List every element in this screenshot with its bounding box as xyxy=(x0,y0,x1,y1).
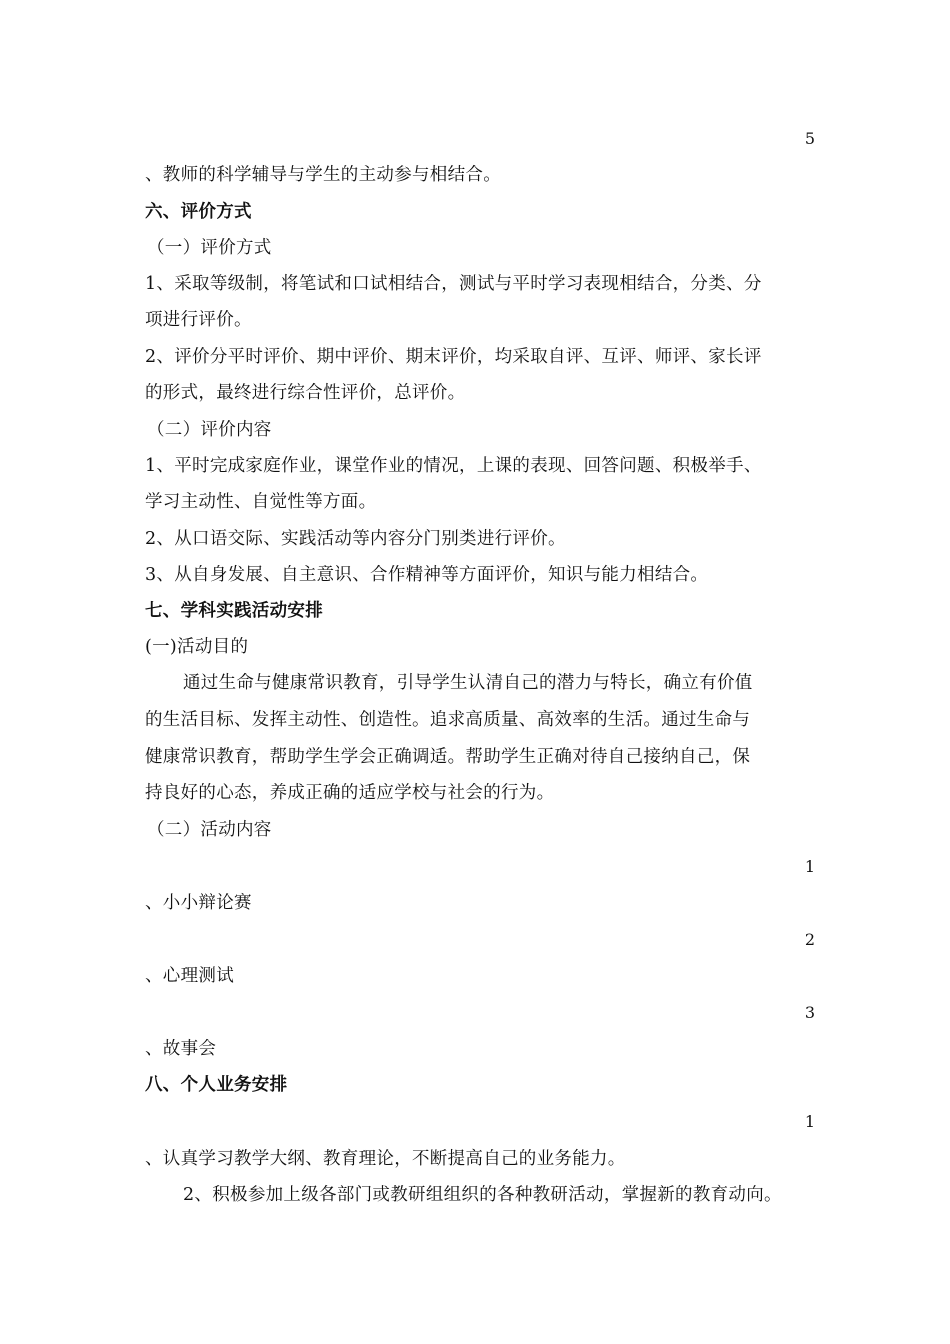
subsection-heading: (一)活动目的 xyxy=(145,637,249,657)
paragraph-line: 健康常识教育，帮助学生学会正确调适。帮助学生正确对待自己接纳自己，保 xyxy=(145,747,751,767)
text-line: 3、从自身发展、自主意识、合作精神等方面评价，知识与能力相结合。 xyxy=(145,565,709,585)
list-number: 1 xyxy=(804,1112,815,1131)
text-line: 2、从口语交际、实践活动等内容分门别类进行评价。 xyxy=(145,529,566,549)
text-line: 、教师的科学辅导与学生的主动参与相结合。 xyxy=(145,165,501,185)
subsection-heading: （二）评价内容 xyxy=(147,420,272,440)
paragraph-line: 持良好的心态，养成正确的适应学校与社会的行为。 xyxy=(145,783,555,803)
list-item: 、故事会 xyxy=(145,1039,217,1059)
text-line: 1、平时完成家庭作业，课堂作业的情况，上课的表现、回答问题、积极举手、 xyxy=(145,456,762,476)
subsection-heading: （二）活动内容 xyxy=(147,820,272,840)
section-heading-6: 六、评价方式 xyxy=(145,202,252,222)
list-number: 2 xyxy=(804,930,815,949)
subsection-heading: （一）评价方式 xyxy=(147,238,272,258)
text-line: 2、评价分平时评价、期中评价、期末评价，均采取自评、互评、师评、家长评 xyxy=(145,347,762,367)
list-item: 、小小辩论赛 xyxy=(145,893,252,913)
paragraph-line: 通过生命与健康常识教育，引导学生认清自己的潜力与特长，确立有价值 xyxy=(183,673,753,693)
text-line: 学习主动性、自觉性等方面。 xyxy=(145,492,377,512)
list-number: 3 xyxy=(804,1003,815,1022)
section-heading-7: 七、学科实践活动安排 xyxy=(145,601,323,621)
section-heading-8: 八、个人业务安排 xyxy=(145,1075,288,1095)
list-item: 、心理测试 xyxy=(145,966,234,986)
text-line: 1、采取等级制，将笔试和口试相结合，测试与平时学习表现相结合，分类、分 xyxy=(145,274,762,294)
paragraph-line: 的生活目标、发挥主动性、创造性。追求高质量、高效率的生活。通过生命与 xyxy=(145,710,751,730)
list-number: 1 xyxy=(804,857,815,876)
list-item: 、认真学习教学大纲、教育理论，不断提高自己的业务能力。 xyxy=(145,1149,626,1169)
text-line: 的形式，最终进行综合性评价，总评价。 xyxy=(145,383,466,403)
list-item: 2、积极参加上级各部门或教研组组织的各种教研活动，掌握新的教育动向。 xyxy=(183,1185,782,1205)
text-line: 项进行评价。 xyxy=(145,310,252,330)
page-number: 5 xyxy=(804,129,815,148)
